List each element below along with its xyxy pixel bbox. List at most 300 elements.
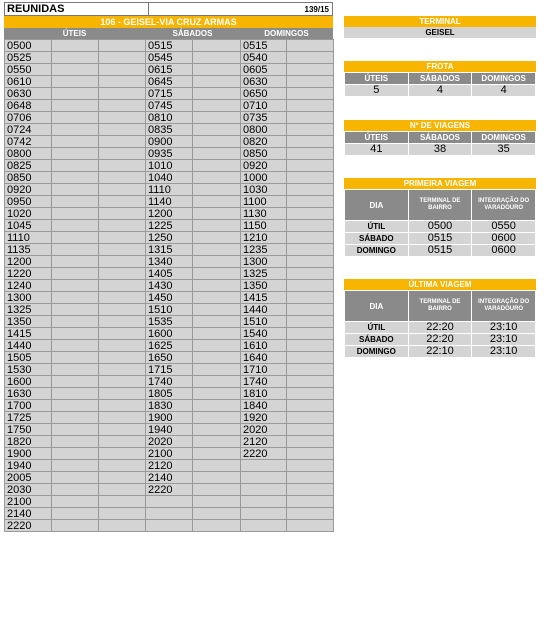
time-cell-uteis: 0825: [5, 160, 52, 172]
terminal-title: TERMINAL: [344, 16, 536, 27]
empty-cell: [99, 340, 146, 352]
empty-cell: [193, 460, 241, 472]
time-cell-uteis: 2100: [5, 496, 52, 508]
empty-cell: [287, 388, 334, 400]
time-cell-sabados: 1140: [146, 196, 193, 208]
empty-cell: [287, 172, 334, 184]
empty-cell: [99, 52, 146, 64]
time-cell-sabados: 1715: [146, 364, 193, 376]
time-cell-uteis: 0950: [5, 196, 52, 208]
empty-cell: [52, 496, 99, 508]
empty-cell: [99, 424, 146, 436]
empty-cell: [99, 448, 146, 460]
time-cell-domingos: 0650: [241, 88, 287, 100]
time-cell-domingos: 0515: [241, 40, 287, 52]
time-cell-domingos: 1640: [241, 352, 287, 364]
empty-cell: [193, 412, 241, 424]
table-row: [5, 292, 334, 304]
empty-cell: [52, 244, 99, 256]
empty-cell: [99, 256, 146, 268]
viagens-header-uteis: ÚTEIS: [345, 132, 409, 144]
empty-cell: [287, 64, 334, 76]
empty-cell: [193, 280, 241, 292]
frota-header-uteis: ÚTEIS: [345, 73, 409, 85]
time-cell-sabados: [146, 496, 193, 508]
empty-cell: [193, 448, 241, 460]
empty-cell: [193, 112, 241, 124]
empty-cell: [99, 244, 146, 256]
empty-cell: [287, 316, 334, 328]
time-cell-domingos: 0820: [241, 136, 287, 148]
empty-cell: [193, 148, 241, 160]
time-cell-sabados: 1510: [146, 304, 193, 316]
table-row: [5, 256, 334, 268]
empty-cell: [99, 208, 146, 220]
time-cell-domingos: [241, 520, 287, 532]
time-cell-uteis: 2140: [5, 508, 52, 520]
empty-cell: [287, 364, 334, 376]
viagens-title: Nº DE VIAGENS: [344, 120, 536, 131]
empty-cell: [52, 148, 99, 160]
time-cell-sabados: 1405: [146, 268, 193, 280]
ultima-integracao: 23:10: [472, 334, 536, 346]
empty-cell: [193, 184, 241, 196]
table-row: [5, 424, 334, 436]
empty-cell: [287, 112, 334, 124]
empty-cell: [193, 304, 241, 316]
primeira-header-terminal: TERMINAL DE BAIRRO: [408, 190, 472, 221]
time-cell-uteis: 1300: [5, 292, 52, 304]
empty-cell: [287, 412, 334, 424]
time-cell-uteis: 0648: [5, 100, 52, 112]
empty-cell: [99, 520, 146, 532]
time-cell-uteis: 0630: [5, 88, 52, 100]
table-row: [5, 148, 334, 160]
table-row: [5, 328, 334, 340]
route-title: 106 - GEISEL-VIA CRUZ ARMAS: [4, 16, 333, 28]
empty-cell: [193, 376, 241, 388]
empty-cell: [52, 484, 99, 496]
time-cell-domingos: 0850: [241, 148, 287, 160]
time-cell-domingos: [241, 508, 287, 520]
time-cell-domingos: 1325: [241, 268, 287, 280]
empty-cell: [193, 160, 241, 172]
primeira-dia: ÚTIL: [345, 221, 409, 233]
empty-cell: [287, 148, 334, 160]
table-row: [5, 172, 334, 184]
time-cell-uteis: 1630: [5, 388, 52, 400]
empty-cell: [193, 424, 241, 436]
time-cell-sabados: 0545: [146, 52, 193, 64]
empty-cell: [99, 292, 146, 304]
time-cell-uteis: 1505: [5, 352, 52, 364]
ultima-viagem-title: ÚLTIMA VIAGEM: [344, 279, 536, 290]
time-cell-uteis: 1325: [5, 304, 52, 316]
time-cell-sabados: [146, 520, 193, 532]
empty-cell: [287, 520, 334, 532]
empty-cell: [52, 268, 99, 280]
empty-cell: [99, 232, 146, 244]
empty-cell: [193, 340, 241, 352]
ultima-dia: ÚTIL: [345, 322, 409, 334]
time-cell-domingos: 0605: [241, 64, 287, 76]
time-cell-sabados: 1315: [146, 244, 193, 256]
ultima-terminal: 22:20: [408, 322, 472, 334]
table-row: [5, 364, 334, 376]
table-row: [5, 472, 334, 484]
frota-panel: [344, 61, 536, 97]
empty-cell: [287, 484, 334, 496]
primeira-terminal: 0515: [408, 233, 472, 245]
ultima-terminal: 22:10: [408, 346, 472, 358]
table-row: [5, 496, 334, 508]
empty-cell: [52, 304, 99, 316]
empty-cell: [99, 400, 146, 412]
empty-cell: [193, 472, 241, 484]
column-header-sabados: SÁBADOS: [172, 29, 213, 38]
header-divider: [148, 3, 149, 15]
empty-cell: [193, 232, 241, 244]
time-cell-domingos: 1235: [241, 244, 287, 256]
schedule-column-headers: [4, 28, 333, 39]
time-cell-uteis: 1415: [5, 328, 52, 340]
empty-cell: [99, 112, 146, 124]
empty-cell: [193, 100, 241, 112]
primeira-integracao: 0600: [472, 245, 536, 257]
time-cell-sabados: 2120: [146, 460, 193, 472]
empty-cell: [52, 448, 99, 460]
time-cell-domingos: [241, 472, 287, 484]
empty-cell: [99, 64, 146, 76]
time-cell-uteis: 0920: [5, 184, 52, 196]
empty-cell: [287, 136, 334, 148]
empty-cell: [99, 436, 146, 448]
empty-cell: [52, 412, 99, 424]
time-cell-uteis: 1440: [5, 340, 52, 352]
time-cell-uteis: 1045: [5, 220, 52, 232]
time-cell-sabados: 0810: [146, 112, 193, 124]
empty-cell: [52, 352, 99, 364]
time-cell-uteis: 0500: [5, 40, 52, 52]
empty-cell: [52, 232, 99, 244]
time-cell-uteis: 0850: [5, 172, 52, 184]
empty-cell: [52, 172, 99, 184]
primeira-header-dia: DIA: [345, 190, 409, 221]
empty-cell: [99, 196, 146, 208]
time-cell-uteis: 0800: [5, 148, 52, 160]
empty-cell: [287, 448, 334, 460]
empty-cell: [287, 208, 334, 220]
empty-cell: [193, 52, 241, 64]
ultima-viagem-panel: [344, 279, 536, 358]
empty-cell: [99, 76, 146, 88]
empty-cell: [287, 292, 334, 304]
empty-cell: [52, 40, 99, 52]
time-cell-domingos: [241, 484, 287, 496]
time-cell-sabados: 1805: [146, 388, 193, 400]
time-cell-uteis: 0706: [5, 112, 52, 124]
empty-cell: [287, 52, 334, 64]
time-cell-sabados: [146, 508, 193, 520]
company-name: REUNIDAS: [7, 3, 65, 15]
schedule-header: [4, 2, 333, 16]
ultima-header-dia: DIA: [345, 291, 409, 322]
time-cell-uteis: 0724: [5, 124, 52, 136]
empty-cell: [193, 508, 241, 520]
time-cell-sabados: 1010: [146, 160, 193, 172]
time-cell-domingos: 1610: [241, 340, 287, 352]
time-cell-sabados: 0935: [146, 148, 193, 160]
viagens-value-uteis: 41: [345, 144, 409, 156]
time-cell-domingos: 0540: [241, 52, 287, 64]
empty-cell: [52, 316, 99, 328]
time-cell-domingos: 1350: [241, 280, 287, 292]
time-cell-sabados: 1200: [146, 208, 193, 220]
empty-cell: [52, 220, 99, 232]
empty-cell: [287, 184, 334, 196]
empty-cell: [52, 160, 99, 172]
table-row: [5, 160, 334, 172]
empty-cell: [52, 508, 99, 520]
time-cell-domingos: [241, 460, 287, 472]
empty-cell: [99, 268, 146, 280]
empty-cell: [287, 496, 334, 508]
time-cell-sabados: 1740: [146, 376, 193, 388]
time-cell-domingos: 0710: [241, 100, 287, 112]
empty-cell: [52, 328, 99, 340]
empty-cell: [52, 88, 99, 100]
empty-cell: [99, 100, 146, 112]
time-cell-sabados: 0645: [146, 76, 193, 88]
empty-cell: [52, 472, 99, 484]
table-row: [5, 436, 334, 448]
time-cell-domingos: 0735: [241, 112, 287, 124]
time-cell-sabados: 1340: [146, 256, 193, 268]
empty-cell: [99, 496, 146, 508]
ultima-viagem-table: [344, 290, 536, 358]
table-row: [5, 508, 334, 520]
empty-cell: [193, 244, 241, 256]
time-cell-domingos: 0630: [241, 76, 287, 88]
table-row: [5, 244, 334, 256]
table-row: [5, 124, 334, 136]
time-cell-sabados: 1225: [146, 220, 193, 232]
time-cell-domingos: [241, 496, 287, 508]
table-row: [5, 376, 334, 388]
empty-cell: [287, 268, 334, 280]
empty-cell: [52, 388, 99, 400]
time-cell-sabados: 2100: [146, 448, 193, 460]
empty-cell: [52, 520, 99, 532]
empty-cell: [52, 208, 99, 220]
table-row: [5, 100, 334, 112]
table-row: [5, 40, 334, 52]
empty-cell: [287, 196, 334, 208]
time-cell-sabados: 0745: [146, 100, 193, 112]
empty-cell: [193, 268, 241, 280]
empty-cell: [193, 208, 241, 220]
time-cell-uteis: 1725: [5, 412, 52, 424]
empty-cell: [99, 88, 146, 100]
empty-cell: [99, 124, 146, 136]
empty-cell: [52, 280, 99, 292]
empty-cell: [287, 304, 334, 316]
empty-cell: [193, 40, 241, 52]
empty-cell: [287, 244, 334, 256]
primeira-dia: SÁBADO: [345, 233, 409, 245]
empty-cell: [287, 472, 334, 484]
time-cell-uteis: 1350: [5, 316, 52, 328]
time-cell-domingos: 1300: [241, 256, 287, 268]
empty-cell: [193, 64, 241, 76]
time-cell-domingos: 1810: [241, 388, 287, 400]
primeira-viagem-table: [344, 189, 536, 257]
table-row: [5, 76, 334, 88]
time-cell-sabados: 0715: [146, 88, 193, 100]
empty-cell: [52, 76, 99, 88]
table-row: [5, 460, 334, 472]
time-cell-sabados: 2020: [146, 436, 193, 448]
empty-cell: [52, 184, 99, 196]
empty-cell: [99, 316, 146, 328]
empty-cell: [193, 436, 241, 448]
table-row: [5, 136, 334, 148]
empty-cell: [99, 160, 146, 172]
empty-cell: [193, 88, 241, 100]
empty-cell: [52, 124, 99, 136]
empty-cell: [193, 484, 241, 496]
empty-cell: [52, 460, 99, 472]
time-cell-sabados: 0900: [146, 136, 193, 148]
table-row: [5, 484, 334, 496]
terminal-value: GEISEL: [344, 27, 536, 38]
time-cell-domingos: 2220: [241, 448, 287, 460]
empty-cell: [287, 232, 334, 244]
empty-cell: [52, 340, 99, 352]
ultima-dia: DOMINGO: [345, 346, 409, 358]
time-cell-sabados: 1430: [146, 280, 193, 292]
empty-cell: [287, 88, 334, 100]
time-cell-sabados: 1650: [146, 352, 193, 364]
ultima-header-terminal: TERMINAL DE BAIRRO: [408, 291, 472, 322]
time-cell-uteis: 1135: [5, 244, 52, 256]
empty-cell: [287, 400, 334, 412]
ultima-dia: SÁBADO: [345, 334, 409, 346]
primeira-terminal: 0500: [408, 221, 472, 233]
time-cell-domingos: 2120: [241, 436, 287, 448]
time-cell-domingos: 1440: [241, 304, 287, 316]
time-cell-sabados: 1450: [146, 292, 193, 304]
empty-cell: [287, 124, 334, 136]
time-cell-domingos: 1840: [241, 400, 287, 412]
empty-cell: [52, 136, 99, 148]
time-cell-domingos: 1920: [241, 412, 287, 424]
empty-cell: [52, 292, 99, 304]
empty-cell: [287, 376, 334, 388]
time-cell-sabados: 2140: [146, 472, 193, 484]
time-cell-domingos: 1030: [241, 184, 287, 196]
empty-cell: [99, 472, 146, 484]
time-cell-sabados: 0615: [146, 64, 193, 76]
time-cell-uteis: 1240: [5, 280, 52, 292]
primeira-viagem-panel: [344, 178, 536, 257]
table-row: [5, 400, 334, 412]
empty-cell: [193, 136, 241, 148]
time-cell-domingos: 0800: [241, 124, 287, 136]
empty-cell: [193, 496, 241, 508]
table-row: [5, 112, 334, 124]
time-cell-sabados: 1250: [146, 232, 193, 244]
empty-cell: [193, 400, 241, 412]
time-cell-domingos: 1210: [241, 232, 287, 244]
ultima-header-integracao: INTEGRAÇÃO DO VARADOURO: [472, 291, 536, 322]
empty-cell: [287, 220, 334, 232]
time-cell-domingos: 1130: [241, 208, 287, 220]
empty-cell: [193, 76, 241, 88]
empty-cell: [193, 220, 241, 232]
frota-header-sabados: SÁBADOS: [408, 73, 472, 85]
schedule-table: [4, 39, 334, 532]
ultima-integracao: 23:10: [472, 322, 536, 334]
time-cell-domingos: 1740: [241, 376, 287, 388]
primeira-dia: DOMINGO: [345, 245, 409, 257]
time-cell-uteis: 1200: [5, 256, 52, 268]
empty-cell: [287, 280, 334, 292]
schedule-code: 139/15: [304, 5, 329, 14]
time-cell-sabados: 1940: [146, 424, 193, 436]
table-row: [5, 184, 334, 196]
time-cell-uteis: 0742: [5, 136, 52, 148]
empty-cell: [99, 184, 146, 196]
empty-cell: [287, 160, 334, 172]
viagens-panel: [344, 120, 536, 156]
time-cell-uteis: 2005: [5, 472, 52, 484]
time-cell-domingos: 1540: [241, 328, 287, 340]
time-cell-uteis: 1530: [5, 364, 52, 376]
empty-cell: [99, 412, 146, 424]
time-cell-sabados: 1830: [146, 400, 193, 412]
empty-cell: [52, 364, 99, 376]
ultima-terminal: 22:20: [408, 334, 472, 346]
empty-cell: [99, 136, 146, 148]
frota-value-uteis: 5: [345, 85, 409, 97]
viagens-header-sabados: SÁBADOS: [408, 132, 472, 144]
empty-cell: [99, 172, 146, 184]
empty-cell: [52, 112, 99, 124]
frota-value-sabados: 4: [408, 85, 472, 97]
time-cell-sabados: 0515: [146, 40, 193, 52]
empty-cell: [193, 364, 241, 376]
frota-value-domingos: 4: [472, 85, 536, 97]
frota-title: FROTA: [344, 61, 536, 72]
time-cell-sabados: 2220: [146, 484, 193, 496]
table-row: [5, 352, 334, 364]
frota-table: [344, 72, 536, 97]
time-cell-uteis: 1600: [5, 376, 52, 388]
primeira-terminal: 0515: [408, 245, 472, 257]
empty-cell: [52, 256, 99, 268]
empty-cell: [193, 328, 241, 340]
table-row: [5, 280, 334, 292]
table-row: [5, 232, 334, 244]
empty-cell: [193, 172, 241, 184]
empty-cell: [99, 148, 146, 160]
time-cell-sabados: 1110: [146, 184, 193, 196]
empty-cell: [52, 400, 99, 412]
empty-cell: [287, 460, 334, 472]
table-row: [5, 196, 334, 208]
time-cell-domingos: 2020: [241, 424, 287, 436]
